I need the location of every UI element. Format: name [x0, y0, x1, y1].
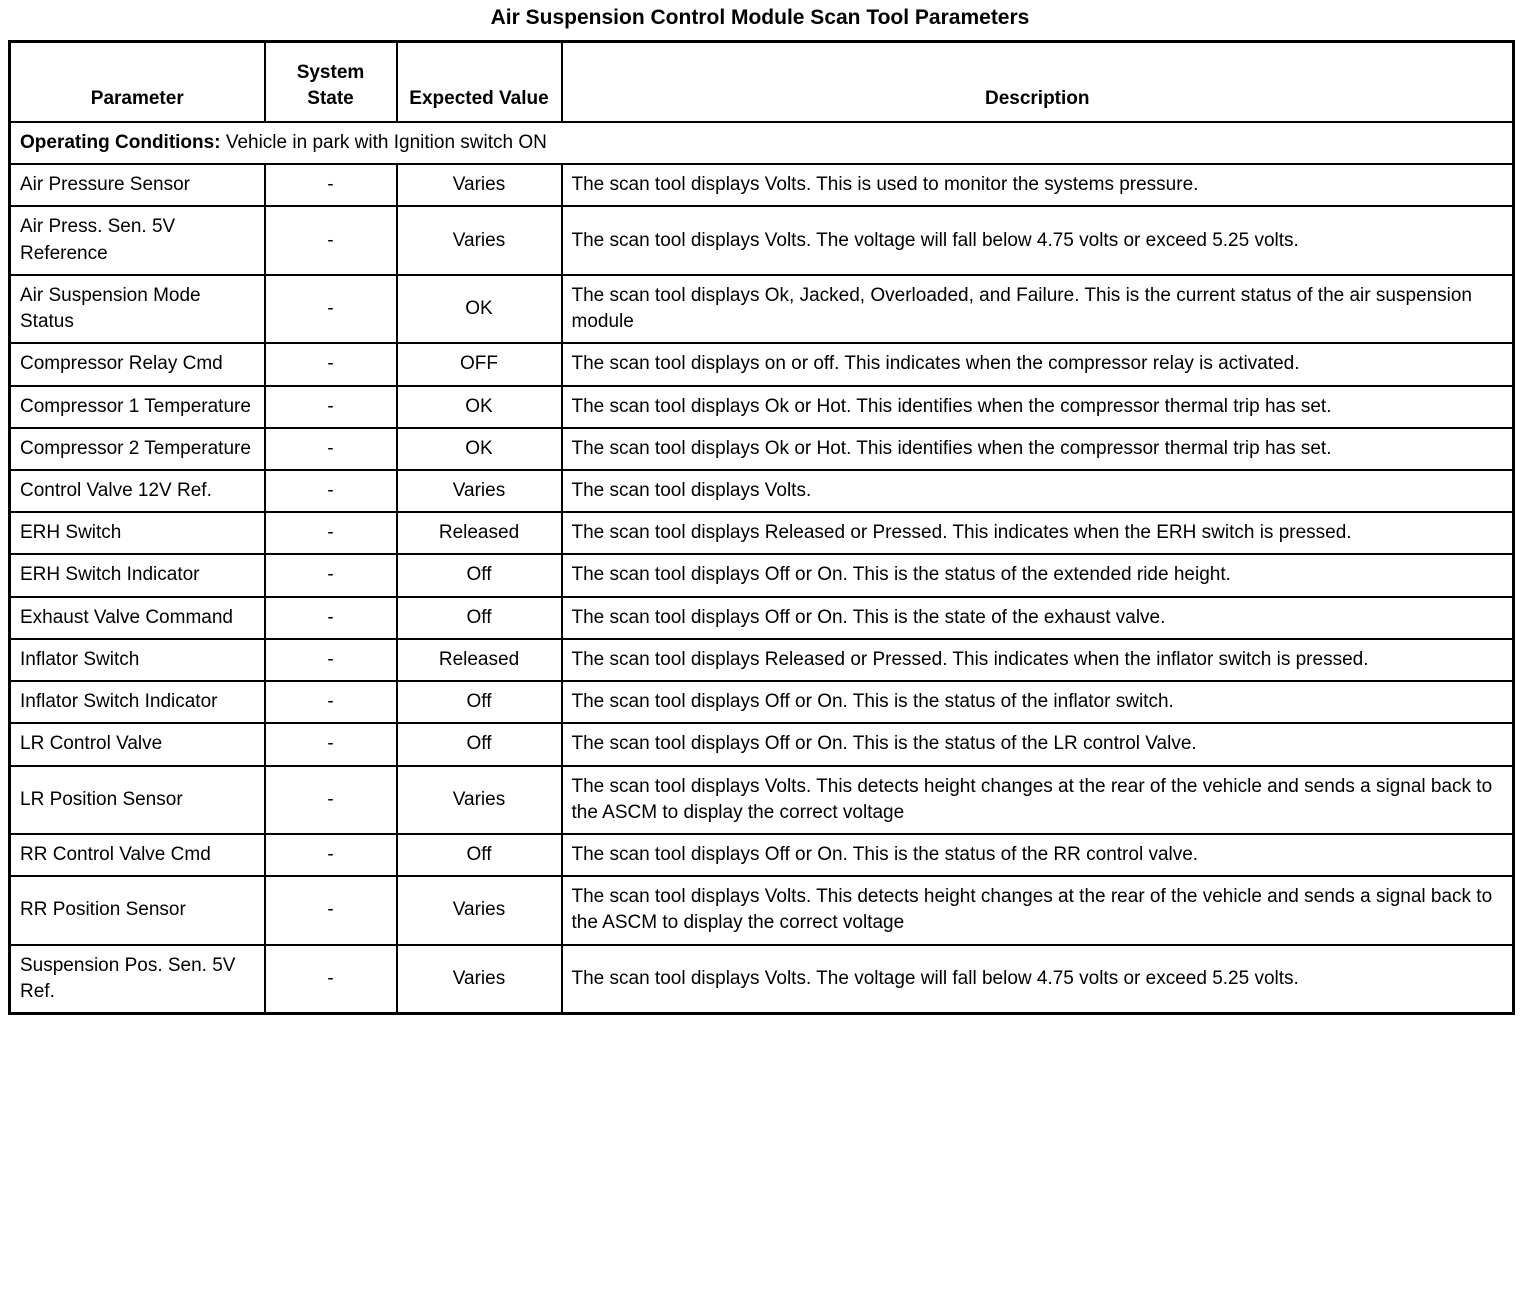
description-cell: The scan tool displays Ok or Hot. This identifies when the compressor thermal trip has set.: [562, 428, 1514, 470]
parameter-cell: Air Press. Sen. 5V Reference: [10, 206, 265, 274]
expected-value-cell: Released: [397, 639, 562, 681]
parameter-cell: Exhaust Valve Command: [10, 597, 265, 639]
parameter-cell: LR Position Sensor: [10, 766, 265, 834]
table-row: [10, 275, 1514, 343]
column-header-system-state: System State: [265, 42, 397, 123]
system-state-cell: -: [265, 834, 397, 876]
parameter-cell: RR Control Valve Cmd: [10, 834, 265, 876]
description-cell: The scan tool displays Volts. This detects height changes at the rear of the vehicle and sends a signal back to the ASCM to display the correct voltage: [562, 876, 1514, 944]
column-header-parameter: Parameter: [10, 42, 265, 123]
table-row: [10, 945, 1514, 1014]
table-row: [10, 766, 1514, 834]
table-row: [10, 470, 1514, 512]
description-cell: The scan tool displays Off or On. This is the status of the extended ride height.: [562, 554, 1514, 596]
operating-conditions-text: Vehicle in park with Ignition switch ON: [220, 132, 547, 153]
table-row: [10, 428, 1514, 470]
description-cell: The scan tool displays Off or On. This is the state of the exhaust valve.: [562, 597, 1514, 639]
system-state-cell: -: [265, 343, 397, 385]
parameter-cell: Air Suspension Mode Status: [10, 275, 265, 343]
description-cell: The scan tool displays Off or On. This is the status of the LR control Valve.: [562, 723, 1514, 765]
expected-value-cell: Varies: [397, 876, 562, 944]
table-row: [10, 554, 1514, 596]
table-row: [10, 723, 1514, 765]
expected-value-cell: Varies: [397, 206, 562, 274]
table-row: [10, 639, 1514, 681]
table-row: [10, 876, 1514, 944]
expected-value-cell: Off: [397, 554, 562, 596]
description-cell: The scan tool displays Released or Pressed. This indicates when the ERH switch is pressed.: [562, 512, 1514, 554]
operating-conditions-label: Operating Conditions:: [20, 132, 221, 153]
table-row: [10, 512, 1514, 554]
description-cell: The scan tool displays Volts. The voltage will fall below 4.75 volts or exceed 5.25 volts.: [562, 206, 1514, 274]
system-state-cell: -: [265, 876, 397, 944]
parameter-cell: Control Valve 12V Ref.: [10, 470, 265, 512]
system-state-cell: -: [265, 945, 397, 1014]
description-cell: The scan tool displays on or off. This indicates when the compressor relay is activated.: [562, 343, 1514, 385]
parameter-cell: Inflator Switch Indicator: [10, 681, 265, 723]
parameter-cell: Compressor Relay Cmd: [10, 343, 265, 385]
operating-conditions-cell: [10, 122, 1514, 164]
header-row: [10, 42, 1514, 123]
system-state-cell: -: [265, 164, 397, 206]
table-row: [10, 681, 1514, 723]
page-title: Air Suspension Control Module Scan Tool Parameters: [490, 6, 1030, 29]
table-row: [10, 206, 1514, 274]
table-header: [10, 42, 1514, 123]
system-state-cell: -: [265, 428, 397, 470]
operating-conditions-row: [10, 122, 1514, 164]
table-row: [10, 343, 1514, 385]
system-state-cell: -: [265, 512, 397, 554]
table-row: [10, 597, 1514, 639]
system-state-cell: -: [265, 206, 397, 274]
system-state-cell: -: [265, 597, 397, 639]
description-cell: The scan tool displays Volts. This detects height changes at the rear of the vehicle and sends a signal back to the ASCM to display the correct voltage: [562, 766, 1514, 834]
system-state-cell: -: [265, 470, 397, 512]
system-state-cell: -: [265, 766, 397, 834]
expected-value-cell: OK: [397, 275, 562, 343]
parameter-cell: ERH Switch Indicator: [10, 554, 265, 596]
parameter-cell: LR Control Valve: [10, 723, 265, 765]
expected-value-cell: OFF: [397, 343, 562, 385]
parameter-cell: RR Position Sensor: [10, 876, 265, 944]
expected-value-cell: Off: [397, 723, 562, 765]
expected-value-cell: OK: [397, 386, 562, 428]
description-cell: The scan tool displays Ok, Jacked, Overloaded, and Failure. This is the current status of the air suspension module: [562, 275, 1514, 343]
column-header-description: Description: [562, 42, 1514, 123]
expected-value-cell: Off: [397, 681, 562, 723]
parameter-cell: Compressor 1 Temperature: [10, 386, 265, 428]
expected-value-cell: Varies: [397, 470, 562, 512]
system-state-cell: -: [265, 681, 397, 723]
parameters-table: [8, 40, 1515, 1015]
expected-value-cell: Varies: [397, 945, 562, 1014]
table-row: [10, 834, 1514, 876]
description-cell: The scan tool displays Released or Pressed. This indicates when the inflator switch is pressed.: [562, 639, 1514, 681]
expected-value-cell: Off: [397, 597, 562, 639]
system-state-cell: -: [265, 723, 397, 765]
expected-value-cell: Varies: [397, 164, 562, 206]
description-cell: The scan tool displays Ok or Hot. This identifies when the compressor thermal trip has set.: [562, 386, 1514, 428]
description-cell: The scan tool displays Volts. This is used to monitor the systems pressure.: [562, 164, 1514, 206]
system-state-cell: -: [265, 554, 397, 596]
parameter-cell: Inflator Switch: [10, 639, 265, 681]
description-cell: The scan tool displays Off or On. This is the status of the RR control valve.: [562, 834, 1514, 876]
description-cell: The scan tool displays Volts. The voltage will fall below 4.75 volts or exceed 5.25 volts.: [562, 945, 1514, 1014]
system-state-cell: -: [265, 386, 397, 428]
expected-value-cell: Released: [397, 512, 562, 554]
description-cell: The scan tool displays Volts.: [562, 470, 1514, 512]
description-cell: The scan tool displays Off or On. This is the status of the inflator switch.: [562, 681, 1514, 723]
parameter-cell: Suspension Pos. Sen. 5V Ref.: [10, 945, 265, 1014]
table-body: [10, 122, 1514, 1014]
expected-value-cell: OK: [397, 428, 562, 470]
expected-value-cell: Off: [397, 834, 562, 876]
column-header-expected-value: Expected Value: [397, 42, 562, 123]
parameter-cell: ERH Switch: [10, 512, 265, 554]
table-row: [10, 386, 1514, 428]
parameter-cell: Compressor 2 Temperature: [10, 428, 265, 470]
system-state-cell: -: [265, 639, 397, 681]
expected-value-cell: Varies: [397, 766, 562, 834]
parameter-cell: Air Pressure Sensor: [10, 164, 265, 206]
table-row: [10, 164, 1514, 206]
system-state-cell: -: [265, 275, 397, 343]
